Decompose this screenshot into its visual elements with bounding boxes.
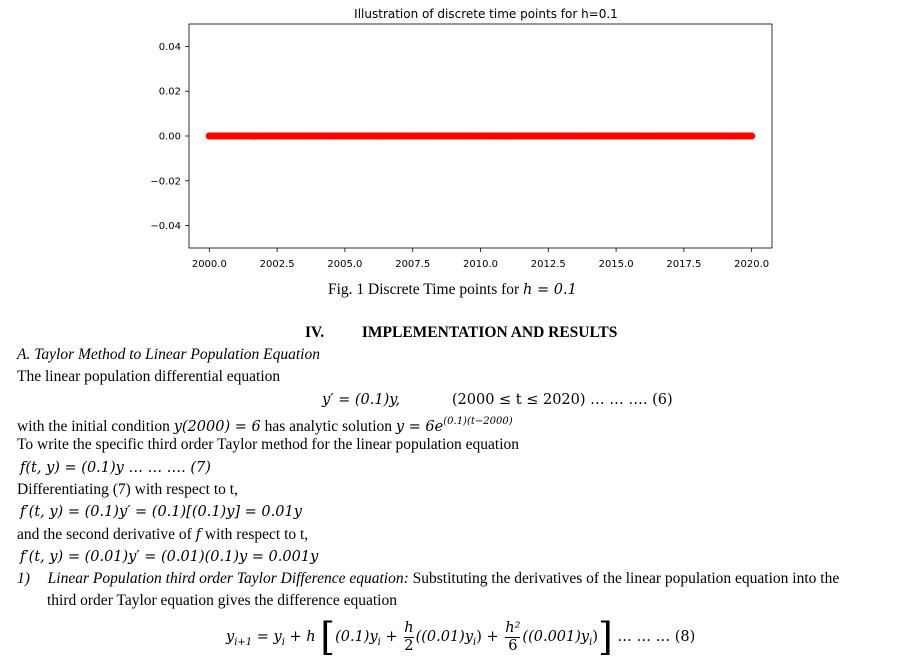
eq8-plus: + <box>380 629 403 645</box>
paragraph-5-text-b: with respect to t, <box>204 526 309 543</box>
fraction-h-over-2 <box>404 620 413 655</box>
item-1-number: 1) <box>17 570 30 587</box>
x-tick-label: 2010.0 <box>463 259 498 270</box>
analytic-solution-exponent: (0.1)(t−2000) <box>443 416 513 427</box>
subsection-heading: A. Taylor Method to Linear Population Equation <box>17 346 320 363</box>
paragraph-4: Differentiating (7) with respect to t, <box>17 481 238 498</box>
equation-8 <box>226 613 695 661</box>
plot-area <box>189 24 772 248</box>
y-tick-label: 0.04 <box>158 41 181 53</box>
item-1 <box>17 570 839 588</box>
y-tick-label: 0.02 <box>158 86 181 98</box>
x-tick-label: 2000.0 <box>191 259 227 270</box>
left-bracket: [ <box>320 615 336 659</box>
eq8-term-2-subscript: i <box>473 636 477 648</box>
paragraph-1: The linear population differential equation <box>17 368 281 385</box>
y-tick-label: −0.02 <box>150 176 181 188</box>
right-bracket: ] <box>597 615 613 659</box>
eq8-term-2-close: ) + <box>476 629 504 645</box>
fraction-2-denominator: 6 <box>505 637 520 655</box>
equation-6-lhs: y′ = (0.1)y, <box>322 392 401 408</box>
equation-first-derivative: f′(t, y) = (0.1)y′ = (0.1)[(0.1)y] = 0.01y <box>20 504 302 520</box>
paragraph-2 <box>17 413 513 436</box>
eq8-subscript-i: i <box>281 636 285 648</box>
eq8-term-2: ((0.01)y <box>415 629 474 645</box>
discrete-time-chart <box>0 0 908 300</box>
x-tick-label: 2015.0 <box>598 259 634 270</box>
item-1-title: Linear Population third order Taylor Difference equation: <box>47 570 409 587</box>
eq8-plus-h: + h <box>284 629 316 645</box>
y-tick-label: 0.00 <box>158 131 181 143</box>
equation-second-derivative: f′(t, y) = (0.01)y′ = (0.01)(0.1)y = 0.001y <box>20 549 319 565</box>
equation-7: f(t, y) = (0.1)y … … …. (7) <box>20 460 211 476</box>
x-axis <box>192 248 769 270</box>
item-1-continued: third order Taylor equation gives the difference equation <box>47 592 397 609</box>
section-number: IV. <box>305 324 325 341</box>
paragraph-2-text-b: has analytic solution <box>264 418 392 435</box>
figure-caption <box>328 281 577 299</box>
fraction-1-numerator: h <box>404 619 414 636</box>
x-tick-label: 2020.0 <box>734 259 770 270</box>
eq8-tag: … … … (8) <box>617 629 696 645</box>
eq8-lhs: y <box>226 629 235 645</box>
y-tick-label: −0.04 <box>150 221 181 233</box>
eq8-term-1-subscript: i <box>377 636 381 648</box>
item-1-text: Substituting the derivatives of the linear population equation into the <box>412 570 840 587</box>
eq8-lhs-subscript: i+1 <box>234 636 253 648</box>
figure-caption-text: Fig. 1 Discrete Time points for <box>328 281 520 298</box>
x-tick-label: 2002.5 <box>259 259 295 270</box>
chart-title: Illustration of discrete time points for h=0.1 <box>354 7 618 21</box>
section-title: IMPLEMENTATION AND RESULTS <box>361 324 618 341</box>
x-tick-label: 2012.5 <box>530 259 566 270</box>
equation-6 <box>322 391 673 409</box>
paragraph-5 <box>17 526 308 544</box>
fraction-1-denominator: 2 <box>404 637 414 654</box>
x-tick-label: 2017.5 <box>666 259 702 270</box>
fraction-h2-over-6 <box>505 620 520 655</box>
eq8-term-3: ((0.001)y <box>522 629 590 645</box>
eq8-term-1: (0.1)y <box>335 629 378 645</box>
paragraph-5-math: f <box>195 527 201 543</box>
equation-6-rhs: (2000 ≤ t ≤ 2020) … … …. (6) <box>451 392 673 408</box>
paragraph-2-text-a: with the initial condition <box>17 418 170 435</box>
eq8-equals: = y <box>252 629 282 645</box>
analytic-solution-math: y = 6e <box>395 419 444 435</box>
x-tick-label: 2007.5 <box>395 259 431 270</box>
initial-condition-math: y(2000) = 6 <box>173 419 261 435</box>
paragraph-5-text-a: and the second derivative of <box>17 526 192 543</box>
paragraph-3: To write the specific third order Taylor method for the linear population equation <box>17 436 520 453</box>
y-axis <box>150 42 189 232</box>
fraction-2-numerator: h² <box>505 619 521 636</box>
figure-caption-math: h = 0.1 <box>523 282 577 298</box>
section-heading <box>305 324 617 342</box>
data-point <box>748 132 755 139</box>
eq8-term-3-subscript: i <box>589 636 593 648</box>
eq8-term-3-close: ) <box>592 629 598 645</box>
x-tick-label: 2005.0 <box>327 259 363 270</box>
